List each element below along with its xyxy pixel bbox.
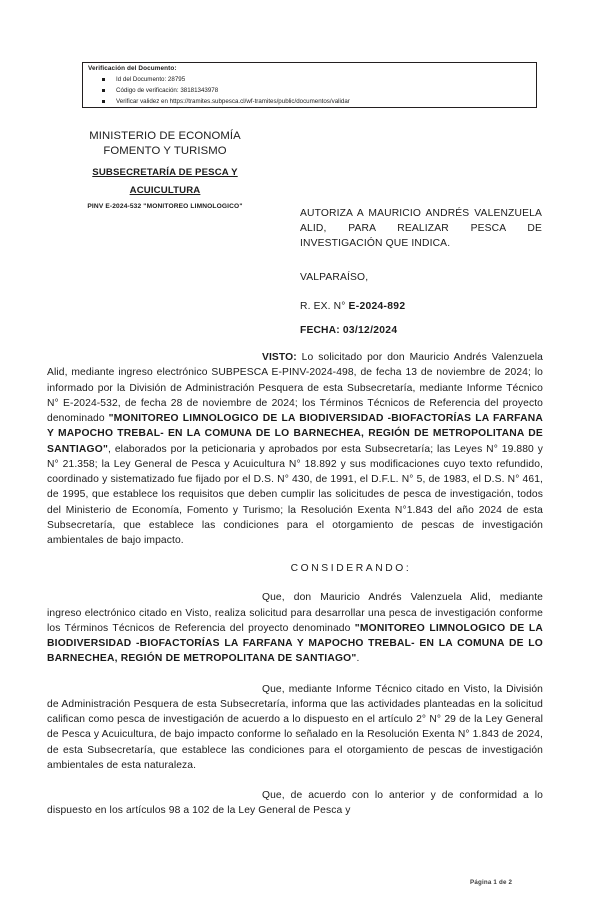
verification-item-url[interactable] xyxy=(88,96,350,107)
date-line xyxy=(300,325,397,336)
visto-label: VISTO: xyxy=(262,352,297,363)
paragraph-considerando-3 xyxy=(47,788,543,819)
subsecretariat-heading xyxy=(45,162,285,198)
page-number-footer: Página 1 de 2 xyxy=(470,879,513,886)
considerando-2-text: Que, mediante Informe Técnico citado en Visto, la División de Administración Pesquera de esta Subsecretaría, informa que las actividades planteadas en la solicitud califican como pesca de investigación de acuerdo a lo dispuesto en el artículo 2° N° 29 de la Ley General de Pesca y Acuicultura, de bajo impacto conforme lo señalado en la Resolución Exenta N° 1.843 de 2024, de esta Subsecretaría, que establece las condiciones para el otorgamiento de pescas de investigación ambientales de esta naturaleza. xyxy=(47,683,543,771)
subsecretariat-line-1: SUBSECRETARÍA DE PESCA Y xyxy=(92,167,238,178)
resolution-value: E-2024-892 xyxy=(348,301,406,312)
resolution-label: R. EX. N° xyxy=(300,301,346,312)
resolution-number-line xyxy=(300,301,405,312)
project-title-1: "MONITOREO LIMNOLOGICO DE LA BIODIVERSIDAD -BIOFACTORÍAS LA FARFANA Y MAPOCHO TREBAL- EN LA COMUNA DE LO BARNECHEA, REGIÓN DE METROPOLITANA DE SANTIAGO" xyxy=(47,413,544,455)
verification-item-text: Código de verificación: 38181343978 xyxy=(116,87,219,94)
considerando-1-text-b: . xyxy=(356,653,360,665)
subject-block xyxy=(300,206,542,252)
ministry-line-2: FOMENTO Y TURISMO xyxy=(103,144,227,157)
bullet-icon xyxy=(102,89,105,92)
verification-details-list xyxy=(88,74,350,107)
place-line: VALPARAÍSO, xyxy=(300,272,369,283)
paragraph-visto xyxy=(47,350,543,548)
paragraph-considerando-1 xyxy=(47,590,543,666)
visto-text-a: Lo solicitado por don Mauricio Andrés Valenzuela Alid, mediante ingreso electrónico SUBPESCA E-PINV-2024-498, de fecha 13 de noviembre de 2024; lo informado por la División de Administración Pesquera de esta Subsecretaría, mediante Informe Técnico N° E-2024-532, de fecha 28 de noviembre de 2024; los Términos Técnicos de Referencia del proyecto denominado xyxy=(47,352,543,424)
subject-text: AUTORIZA A MAURICIO ANDRÉS VALENZUELA ALID, PARA REALIZAR PESCA DE INVESTIGACIÓN QUE INDICA. xyxy=(300,208,542,250)
ministry-line-1: MINISTERIO DE ECONOMÍA xyxy=(89,130,241,142)
project-reference-code: PINV E-2024-532 "MONITOREO LIMNOLOGICO" xyxy=(87,203,243,210)
paragraph-considerando-2 xyxy=(47,682,543,774)
document-body xyxy=(47,350,543,834)
considerando-heading: CONSIDERANDO: xyxy=(290,563,412,575)
verification-item-code xyxy=(88,85,350,96)
bullet-icon xyxy=(102,78,105,81)
document-verification-box xyxy=(82,62,537,108)
bullet-icon xyxy=(102,100,105,103)
verification-item-document-id xyxy=(88,74,350,85)
verification-box-top-notch-rule xyxy=(83,62,279,64)
visto-text-b: , elaborados por la peticionaria y aprobados por esta Subsecretaría; las Leyes N° 19.880 y N° 21.358; la Ley General de Pesca y Acuicultura N° 18.892 y sus modificaciones cuyo texto refundido, coordinado y sistematizado fue fijado por el D.S. N° 430, de 1991, el D.F.L. N° 5, de 1983, el D.S. N° 461, de 1995, que establece los requisitos que deben cumplir las solicitudes de pesca de investigación, todos del Ministerio de Economía, Fomento y Turismo; la Resolución Exenta N°1.843 del año 2024 de esta Subsecretaría, que establece las condiciones para el otorgamiento de pescas de investigación ambientales de bajo impacto. xyxy=(47,443,543,546)
verification-item-text: Id del Documento: 28795 xyxy=(116,76,186,83)
considerando-3-text: Que, de acuerdo con lo anterior y de conformidad a lo dispuesto en los artículos 98 a 102 de la Ley General de Pesca y xyxy=(47,790,543,817)
date-value: 03/12/2024 xyxy=(342,325,398,336)
date-label: FECHA: xyxy=(300,325,340,336)
verification-item-text: Verificar validez en https://tramites.subpesca.cl/wf-tramites/public/documentos/validar xyxy=(116,98,350,105)
subsecretariat-line-2: ACUICULTURA xyxy=(129,185,201,196)
letterhead xyxy=(45,129,285,210)
verification-box-title: Verificación del Documento: xyxy=(88,65,177,72)
considerando-1-text-a: Que, don Mauricio Andrés Valenzuela Alid, mediante ingreso electrónico citado en Visto, realiza solicitud para desarrollar una pesca de investigación conforme los Términos Técnicos de Referencia del proyecto denominado xyxy=(47,592,543,634)
project-title-2: "MONITOREO LIMNOLOGICO DE LA BIODIVERSIDAD -BIOFACTORÍAS LA FARFANA Y MAPOCHO TREBAL- EN LA COMUNA DE LO BARNECHEA, REGIÓN DE METROPOLITANA DE SANTIAGO" xyxy=(47,622,543,665)
